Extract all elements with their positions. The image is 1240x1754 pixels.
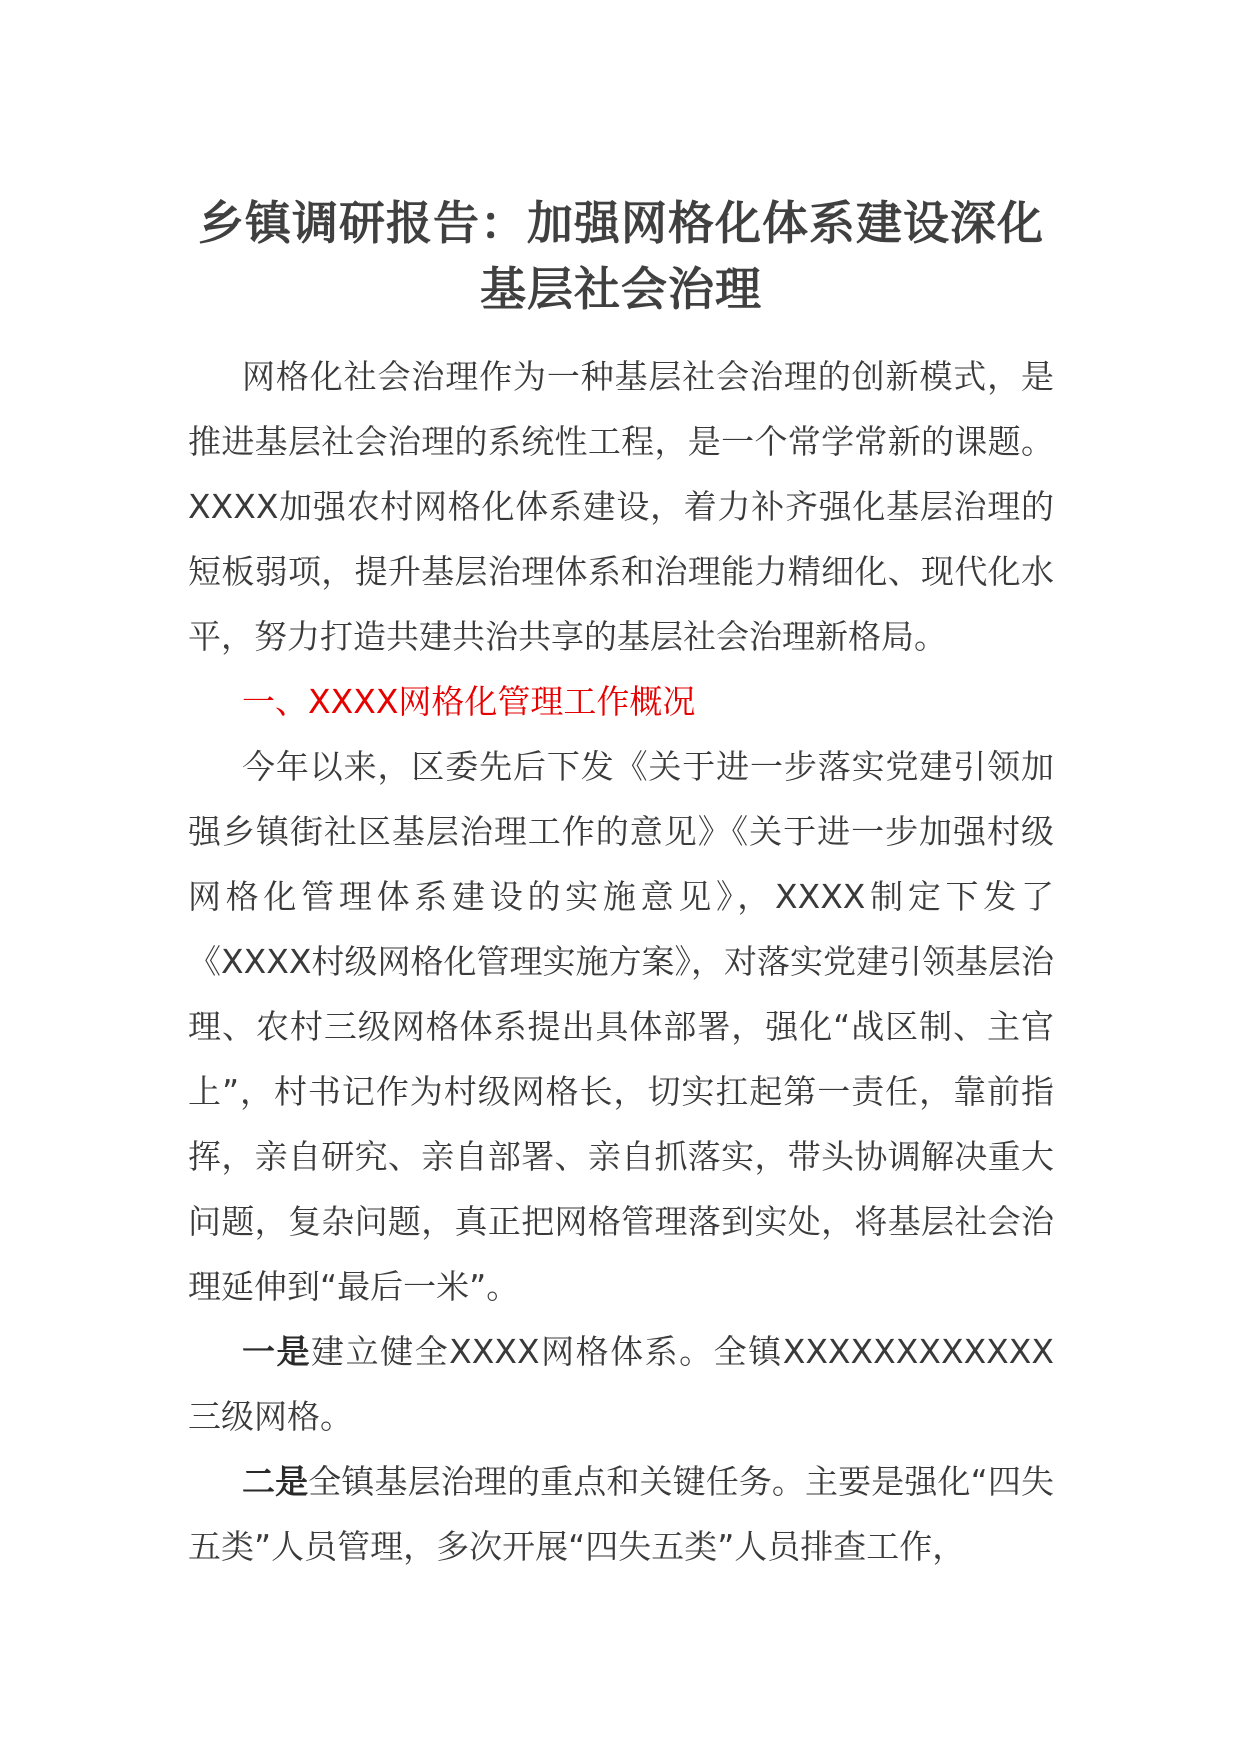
point-one-lead: 一是 [242, 1332, 312, 1371]
point-two-text: 全镇基层治理的重点和关键任务。主要是强化“四失五类”人员管理，多次开展“四失五类”人员排查工作， [188, 1462, 1054, 1566]
title-line-1: 乡镇调研报告：加强网格化体系建设深化 [198, 196, 1044, 250]
section-heading-1-text: 一、XXXX网格化管理工作概况 [242, 682, 696, 721]
overview-paragraph-text: 今年以来，区委先后下发《关于进一步落实党建引领加强乡镇街社区基层治理工作的意见》《关于进一步加强村级网格化管理体系建设的实施意见》，XXXX制定下发了《XXXX村级网格化管理实施方案》，对落实党建引领基层治理、农村三级网格体系提出具体部署，强化“战区制、主官上”，村书记作为村级网格长，切实扛起第一责任，靠前指挥，亲自研究、亲自部署、亲自抓落实，带头协调解决重大问题，复杂问题，真正把网格管理落到实处，将基层社会治理延伸到“最后一米”。 [188, 747, 1054, 1306]
point-one-text: 建立健全XXXX网格体系。全镇XXXXXXXXXXXX三级网格。 [188, 1332, 1054, 1436]
document-title [188, 190, 1054, 322]
intro-paragraph-text: 网格化社会治理作为一种基层社会治理的创新模式，是推进基层社会治理的系统性工程，是一个常学常新的课题。XXXX加强农村网格化体系建设，着力补齐强化基层治理的短板弱项，提升基层治理体系和治理能力精细化、现代化水平，努力打造共建共治共享的基层社会治理新格局。 [188, 357, 1054, 656]
title-line-2: 基层社会治理 [480, 262, 762, 316]
intro-paragraph [188, 344, 1054, 669]
point-two-lead: 二是 [242, 1462, 309, 1501]
document-body [188, 344, 1054, 1579]
point-one-paragraph [188, 1319, 1054, 1449]
section-heading-1 [188, 669, 1054, 734]
overview-paragraph [188, 734, 1054, 1319]
point-two-paragraph [188, 1449, 1054, 1579]
document-page [188, 190, 1054, 1579]
